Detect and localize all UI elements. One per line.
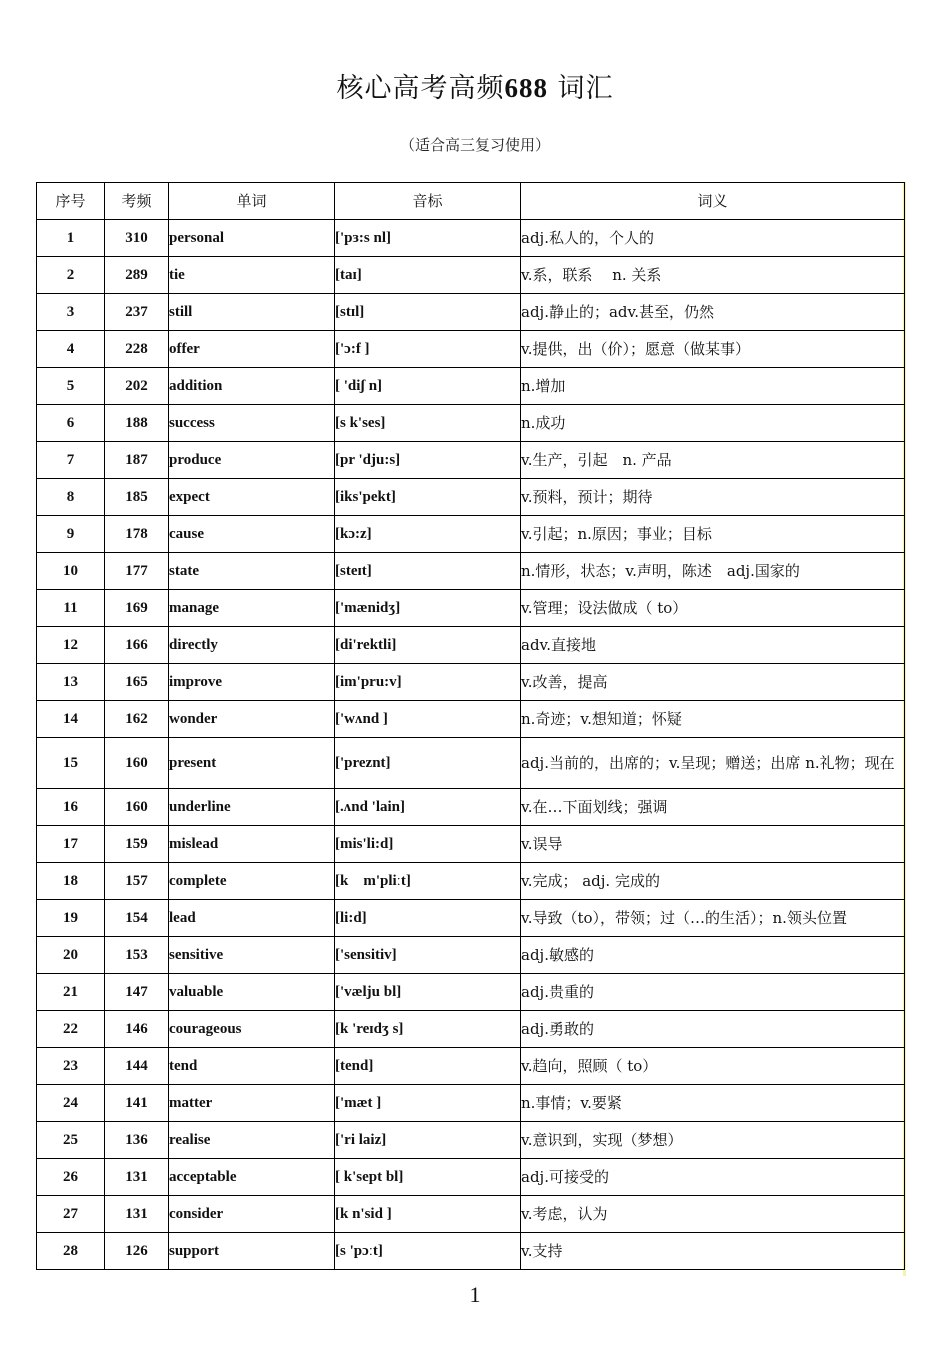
table-row xyxy=(37,220,905,257)
row-frequency: 126 xyxy=(105,1233,169,1270)
row-definition: v.考虑，认为 xyxy=(521,1196,905,1233)
table-row xyxy=(37,479,905,516)
table-row xyxy=(37,974,905,1011)
table-row xyxy=(37,294,905,331)
row-phonetic: [ k'sept bl] xyxy=(335,1159,521,1196)
row-frequency: 144 xyxy=(105,1048,169,1085)
row-definition: v.改善，提高 xyxy=(521,664,905,701)
row-number: 26 xyxy=(37,1159,105,1196)
row-frequency: 185 xyxy=(105,479,169,516)
table-body xyxy=(37,220,905,1270)
row-word: valuable xyxy=(169,974,335,1011)
row-phonetic: [di'rektli] xyxy=(335,627,521,664)
row-word: consider xyxy=(169,1196,335,1233)
row-frequency: 188 xyxy=(105,405,169,442)
row-number: 1 xyxy=(37,220,105,257)
row-frequency: 177 xyxy=(105,553,169,590)
row-phonetic: [k m'pliːt] xyxy=(335,863,521,900)
table-row xyxy=(37,826,905,863)
row-number: 12 xyxy=(37,627,105,664)
row-number: 2 xyxy=(37,257,105,294)
row-definition: v.系，联系 n. 关系 xyxy=(521,257,905,294)
table-row xyxy=(37,442,905,479)
row-frequency: 166 xyxy=(105,627,169,664)
row-frequency: 159 xyxy=(105,826,169,863)
header-number: 序号 xyxy=(37,183,105,220)
row-frequency: 160 xyxy=(105,738,169,789)
row-word: matter xyxy=(169,1085,335,1122)
row-phonetic: [s 'pɔːt] xyxy=(335,1233,521,1270)
table-row xyxy=(37,664,905,701)
row-word: state xyxy=(169,553,335,590)
row-frequency: 147 xyxy=(105,974,169,1011)
table-row xyxy=(37,701,905,738)
row-phonetic: [.ʌnd 'lain] xyxy=(335,789,521,826)
row-number: 5 xyxy=(37,368,105,405)
row-word: addition xyxy=(169,368,335,405)
row-word: offer xyxy=(169,331,335,368)
row-number: 25 xyxy=(37,1122,105,1159)
row-frequency: 136 xyxy=(105,1122,169,1159)
row-word: wonder xyxy=(169,701,335,738)
row-word: improve xyxy=(169,664,335,701)
page-subtitle: （适合高三复习使用） xyxy=(399,136,550,154)
row-word: personal xyxy=(169,220,335,257)
row-phonetic: [pr 'dju:s] xyxy=(335,442,521,479)
table-row xyxy=(37,937,905,974)
table-row xyxy=(37,405,905,442)
row-definition: v.管理；设法做成（ to） xyxy=(521,590,905,627)
row-number: 14 xyxy=(37,701,105,738)
row-definition: adj.勇敢的 xyxy=(521,1011,905,1048)
row-phonetic: ['wʌnd ] xyxy=(335,701,521,738)
row-phonetic: [li:d] xyxy=(335,900,521,937)
row-definition: n.增加 xyxy=(521,368,905,405)
row-word: acceptable xyxy=(169,1159,335,1196)
row-phonetic: ['ɔ:f ] xyxy=(335,331,521,368)
row-phonetic: [iks'pekt] xyxy=(335,479,521,516)
row-definition: adj.贵重的 xyxy=(521,974,905,1011)
header-phonetic: 音标 xyxy=(335,183,521,220)
row-number: 4 xyxy=(37,331,105,368)
table-row xyxy=(37,1048,905,1085)
row-number: 15 xyxy=(37,738,105,789)
row-number: 10 xyxy=(37,553,105,590)
row-definition: n.成功 xyxy=(521,405,905,442)
row-word: underline xyxy=(169,789,335,826)
row-number: 7 xyxy=(37,442,105,479)
row-frequency: 157 xyxy=(105,863,169,900)
row-definition: v.预料，预计；期待 xyxy=(521,479,905,516)
table-row xyxy=(37,900,905,937)
row-frequency: 141 xyxy=(105,1085,169,1122)
row-frequency: 131 xyxy=(105,1159,169,1196)
row-word: courageous xyxy=(169,1011,335,1048)
row-definition: n.事情；v.要紧 xyxy=(521,1085,905,1122)
row-phonetic: [im'pru:v] xyxy=(335,664,521,701)
row-word: still xyxy=(169,294,335,331)
row-frequency: 160 xyxy=(105,789,169,826)
row-definition: adj.敏感的 xyxy=(521,937,905,974)
row-number: 16 xyxy=(37,789,105,826)
row-definition: n.情形，状态；v.声明，陈述 adj.国家的 xyxy=(521,553,905,590)
table-row xyxy=(37,553,905,590)
row-definition: v.意识到，实现（梦想） xyxy=(521,1122,905,1159)
row-definition: adv.直接地 xyxy=(521,627,905,664)
row-word: produce xyxy=(169,442,335,479)
row-frequency: 237 xyxy=(105,294,169,331)
row-number: 13 xyxy=(37,664,105,701)
row-frequency: 310 xyxy=(105,220,169,257)
row-definition: adj.私人的，个人的 xyxy=(521,220,905,257)
row-number: 11 xyxy=(37,590,105,627)
row-number: 22 xyxy=(37,1011,105,1048)
row-word: sensitive xyxy=(169,937,335,974)
row-phonetic: [ 'diʃ n] xyxy=(335,368,521,405)
row-word: lead xyxy=(169,900,335,937)
row-definition: adj.可接受的 xyxy=(521,1159,905,1196)
row-number: 23 xyxy=(37,1048,105,1085)
row-phonetic: ['mænidʒ] xyxy=(335,590,521,627)
row-word: realise xyxy=(169,1122,335,1159)
row-number: 20 xyxy=(37,937,105,974)
table-row xyxy=(37,1196,905,1233)
row-definition: v.支持 xyxy=(521,1233,905,1270)
page-number: 1 xyxy=(469,1282,481,1307)
row-definition: n.奇迹；v.想知道；怀疑 xyxy=(521,701,905,738)
row-word: expect xyxy=(169,479,335,516)
row-number: 28 xyxy=(37,1233,105,1270)
row-number: 21 xyxy=(37,974,105,1011)
header-word: 单词 xyxy=(169,183,335,220)
row-phonetic: ['pɜ:s nl] xyxy=(335,220,521,257)
row-word: directly xyxy=(169,627,335,664)
table-row xyxy=(37,1085,905,1122)
row-frequency: 165 xyxy=(105,664,169,701)
row-definition: v.提供，出（价）；愿意（做某事） xyxy=(521,331,905,368)
row-number: 6 xyxy=(37,405,105,442)
row-word: support xyxy=(169,1233,335,1270)
row-phonetic: [tend] xyxy=(335,1048,521,1085)
header-frequency: 考频 xyxy=(105,183,169,220)
table-row xyxy=(37,789,905,826)
row-frequency: 289 xyxy=(105,257,169,294)
row-phonetic: ['preznt] xyxy=(335,738,521,789)
row-number: 27 xyxy=(37,1196,105,1233)
row-frequency: 169 xyxy=(105,590,169,627)
table-row xyxy=(37,368,905,405)
row-number: 9 xyxy=(37,516,105,553)
row-definition: adj.当前的，出席的；v.呈现；赠送；出席 n.礼物；现在 xyxy=(521,738,905,789)
row-number: 17 xyxy=(37,826,105,863)
row-definition: v.误导 xyxy=(521,826,905,863)
row-definition: v.完成； adj. 完成的 xyxy=(521,863,905,900)
table-row xyxy=(37,738,905,789)
row-frequency: 202 xyxy=(105,368,169,405)
row-phonetic: [k n'sid ] xyxy=(335,1196,521,1233)
table-row xyxy=(37,863,905,900)
row-frequency: 153 xyxy=(105,937,169,974)
row-frequency: 187 xyxy=(105,442,169,479)
row-phonetic: [s k'ses] xyxy=(335,405,521,442)
vocabulary-table xyxy=(36,182,905,1270)
row-phonetic: [k 'reɪdʒ s] xyxy=(335,1011,521,1048)
row-definition: v.导致（to），带领；过（…的生活）；n.领头位置 xyxy=(521,900,905,937)
row-number: 3 xyxy=(37,294,105,331)
row-word: success xyxy=(169,405,335,442)
row-frequency: 131 xyxy=(105,1196,169,1233)
row-phonetic: [steɪt] xyxy=(335,553,521,590)
row-definition: v.在…下面划线；强调 xyxy=(521,789,905,826)
row-number: 18 xyxy=(37,863,105,900)
row-phonetic: ['ri laiz] xyxy=(335,1122,521,1159)
row-frequency: 162 xyxy=(105,701,169,738)
row-definition: v.引起；n.原因；事业；目标 xyxy=(521,516,905,553)
table-row xyxy=(37,331,905,368)
row-frequency: 178 xyxy=(105,516,169,553)
row-word: cause xyxy=(169,516,335,553)
title-text: 核心高考高频 xyxy=(336,73,505,104)
row-phonetic: [kɔ:z] xyxy=(335,516,521,553)
row-phonetic: [stɪl] xyxy=(335,294,521,331)
row-word: present xyxy=(169,738,335,789)
row-definition: adj.静止的；adv.甚至，仍然 xyxy=(521,294,905,331)
page-title xyxy=(0,66,950,105)
table-row xyxy=(37,627,905,664)
table-row xyxy=(37,257,905,294)
title-number: 688 xyxy=(504,73,548,103)
row-word: mislead xyxy=(169,826,335,863)
row-number: 19 xyxy=(37,900,105,937)
row-number: 8 xyxy=(37,479,105,516)
table-row xyxy=(37,1122,905,1159)
row-phonetic: ['vælju bl] xyxy=(335,974,521,1011)
row-word: tend xyxy=(169,1048,335,1085)
title-suffix: 词汇 xyxy=(557,73,614,104)
table-row xyxy=(37,1159,905,1196)
row-word: tie xyxy=(169,257,335,294)
table-row xyxy=(37,516,905,553)
row-frequency: 228 xyxy=(105,331,169,368)
row-phonetic: [mis'li:d] xyxy=(335,826,521,863)
row-frequency: 146 xyxy=(105,1011,169,1048)
row-number: 24 xyxy=(37,1085,105,1122)
row-phonetic: ['mæt ] xyxy=(335,1085,521,1122)
table-header-row xyxy=(37,183,905,220)
row-definition: v.生产，引起 n. 产品 xyxy=(521,442,905,479)
row-phonetic: [taɪ] xyxy=(335,257,521,294)
table-row xyxy=(37,590,905,627)
table-row xyxy=(37,1233,905,1270)
row-definition: v.趋向，照顾（ to） xyxy=(521,1048,905,1085)
table-row xyxy=(37,1011,905,1048)
row-frequency: 154 xyxy=(105,900,169,937)
header-definition: 词义 xyxy=(521,183,905,220)
row-word: complete xyxy=(169,863,335,900)
row-word: manage xyxy=(169,590,335,627)
row-phonetic: ['sensitiv] xyxy=(335,937,521,974)
